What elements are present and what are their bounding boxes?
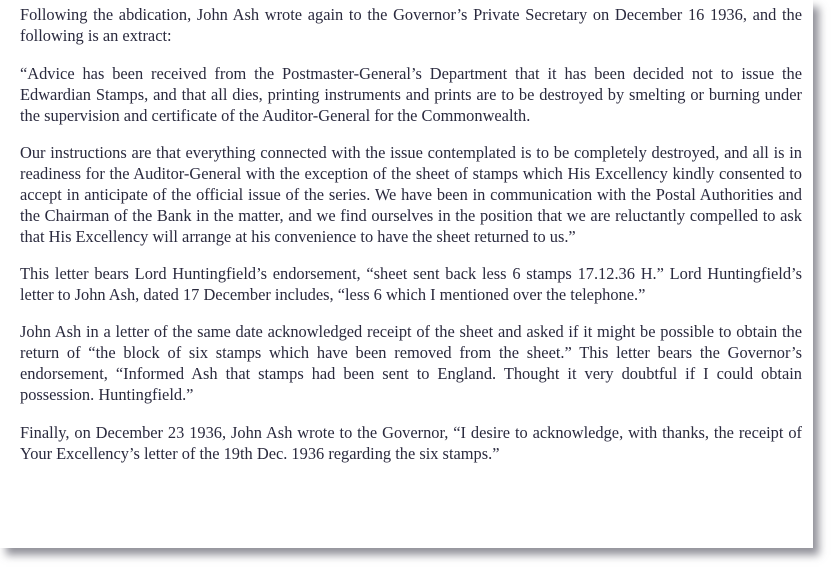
paragraph-final-letter: Finally, on December 23 1936, John Ash wrote to the Governor, “I desire to acknowledge, with thanks, the receipt of Your Excellency’s letter of the 19th Dec. 1936 regarding the six stamps.”	[20, 423, 802, 463]
paragraph-intro: Following the abdication, John Ash wrote again to the Governor’s Private Secretary on December 16 1936, and the following is an extract:	[20, 5, 802, 45]
paragraph-endorsement: This letter bears Lord Huntingfield’s endorsement, “sheet sent back less 6 stamps 17.12.36 H.” Lord Huntingfield’s letter to John Ash, dated 17 December includes, “less 6 which I mentioned over the telephone.”	[20, 264, 802, 304]
paragraph-quote-advice: “Advice has been received from the Postmaster-General’s Department that it has been decided not to issue the Edwardian Stamps, and that all dies, printing instruments and prints are to be destroyed by smelting or burning under the supervision and certificate of the Auditor-General for the Commonwealth.	[20, 64, 802, 125]
paragraph-quote-instructions: Our instructions are that everything connected with the issue contemplated is to be completely destroyed, and all is in readiness for the Auditor-General with the exception of the sheet of stamps which His Excellency kindly consented to accept in anticipate of the official issue of the series. We have been in communication with the Postal Authorities and the Chairman of the Bank in the matter, and we find ourselves in the position that we are reluctantly compelled to ask that His Excellency will arrange at his convenience to have the sheet returned to us.”	[20, 143, 802, 246]
paragraph-acknowledgement: John Ash in a letter of the same date acknowledged receipt of the sheet and asked if it might be possible to obtain the return of “the block of six stamps which have been removed from the sheet.” This letter bears the Governor’s endorsement, “Informed Ash that stamps had been sent to England. Thought it very doubtful if I could obtain possession. Huntingfield.”	[20, 322, 802, 404]
